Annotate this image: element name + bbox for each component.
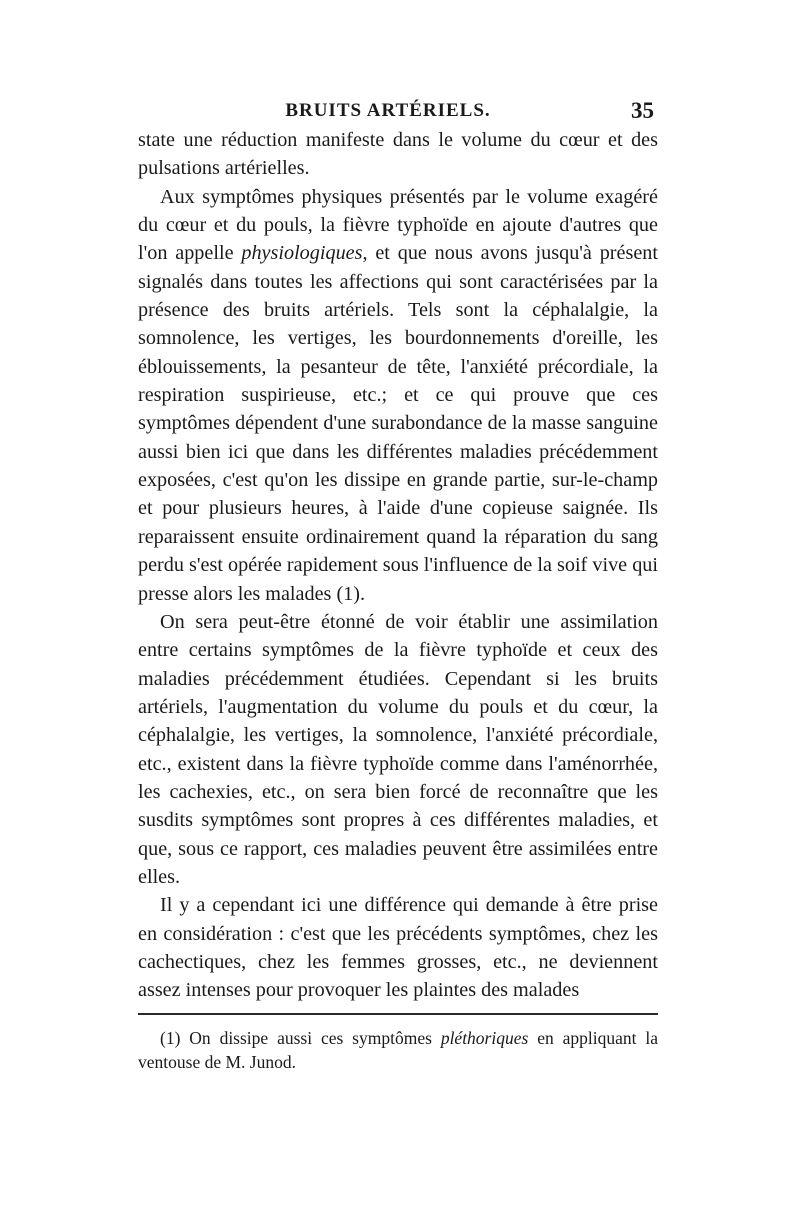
running-head (138, 98, 658, 128)
paragraph-symptoms (138, 183, 658, 608)
page-number: 35 (631, 98, 654, 123)
italic-term: pléthoriques (440, 1028, 529, 1048)
footnote-1 (138, 1026, 658, 1074)
paragraph-assimilation (138, 608, 658, 891)
paragraph-text: On sera peut-être étonné de voir établir une assimilation entre certains symptômes de la fièvre typhoïde et ceux des maladies précédemment étudiées. Cependant si les bruits artériels, l'augmentation du volume du pouls et du cœur, la céphalalgie, les vertiges, la somnolence, l'anxiété précordiale, etc., existent dans la fièvre typhoïde comme dans l'aménorrhée, les cachexies, etc., on sera bien forcé de reconnaître que les susdits symptômes sont propres à ces différentes maladies, et que, sous ce rapport, ces maladies peuvent être assimilées entre elles. (138, 610, 658, 888)
paragraph-text: Aux symptômes physiques présentés par le volume exagéré du cœur et du pouls, la fièvre typhoïde en ajoute d'autres que l'on appelle (138, 185, 658, 265)
paragraph-text: Il y a cependant ici une différence qui demande à être prise en considération : c'est que les précédents symptômes, chez les cachectiques, chez les femmes grosses, etc., ne deviennent assez intenses pour provoquer les plaintes des malades (138, 894, 658, 1002)
paragraph-continuation (138, 126, 658, 183)
footnote-rule (138, 1013, 658, 1015)
running-title: BRUITS ARTÉRIELS. (285, 100, 491, 121)
footnotes (138, 1026, 658, 1074)
paragraph-text: , et que nous avons jusqu'à présent signalés dans toutes les affections qui sont caractérisées par la présence des bruits artériels. Tels sont la céphalalgie, la somnolence, les vertiges, les bourdonnements d'oreille, les éblouissements, la pesanteur de tête, l'anxiété précordiale, la respiration suspirieuse, etc.; et ce qui prouve que ces symptômes dépendent d'une surabondance de la masse sanguine aussi bien ici que dans les différentes maladies précédemment exposées, c'est qu'on les dissipe en grande partie, sur-le-champ et pour plusieurs heures, à l'aide d'une copieuse saignée. Ils reparaissent ensuite ordinairement quand la réparation du sang perdu s'est opérée rapidement sous l'influence de la soif vive qui presse alors les malades (1). (138, 242, 658, 605)
paragraph-difference (138, 891, 658, 1004)
paragraph-text: state une réduction manifeste dans le volume du cœur et des pulsations artérielles. (138, 129, 658, 180)
footnote-text: (1) On dissipe aussi ces symptômes (160, 1028, 441, 1048)
footnote-text: en appliquant la ventouse de M. Junod. (138, 1028, 658, 1072)
italic-term: physiologiques (241, 242, 363, 265)
body-text (138, 126, 658, 1005)
